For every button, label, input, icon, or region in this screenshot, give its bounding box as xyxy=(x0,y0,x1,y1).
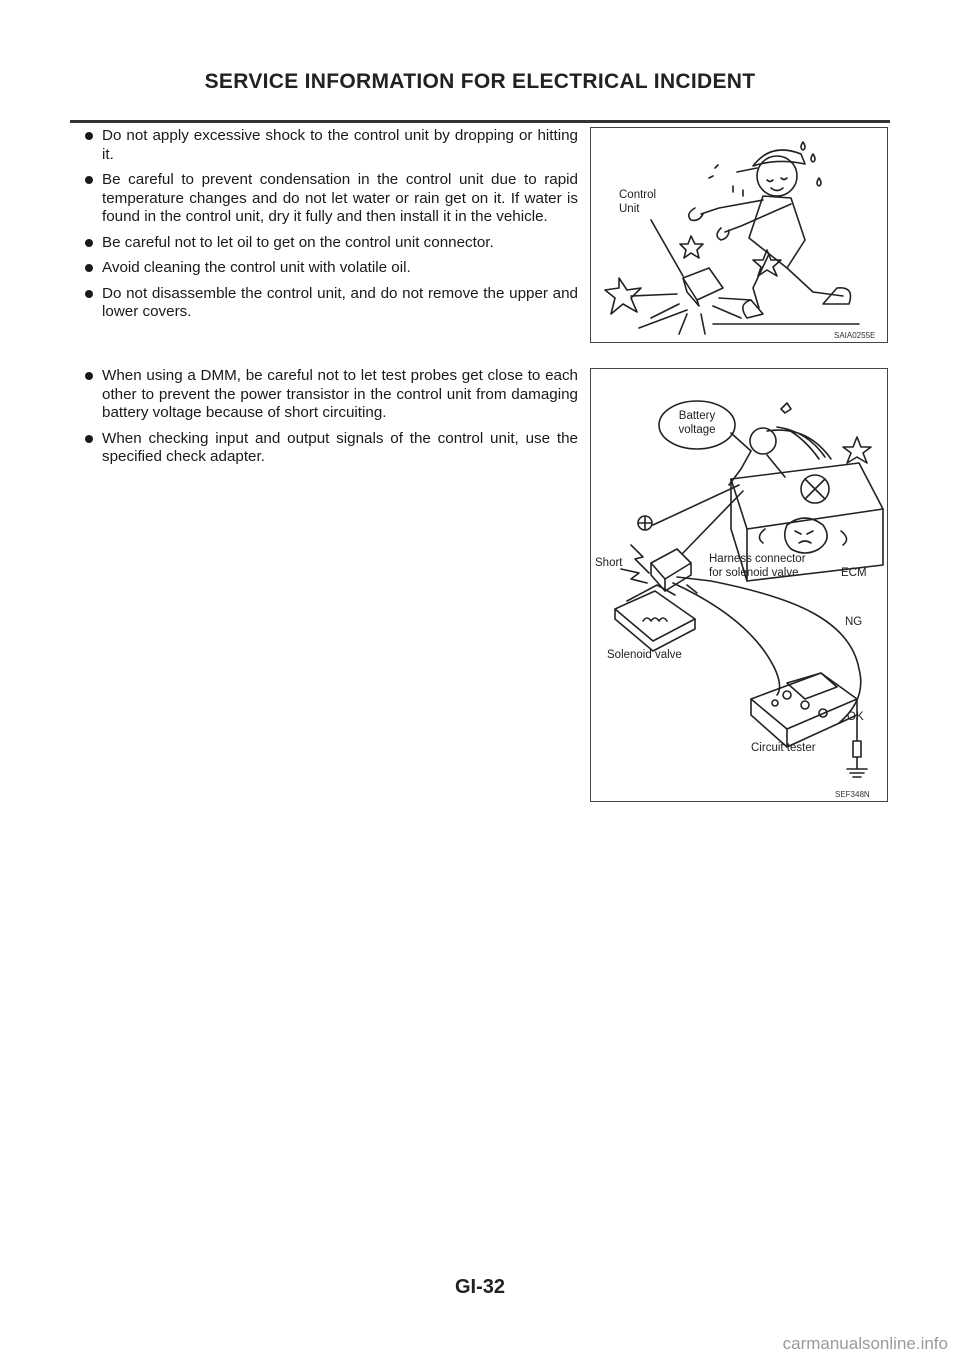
page-title: SERVICE INFORMATION FOR ELECTRICAL INCIDENT xyxy=(204,70,756,93)
page-number: GI-32 xyxy=(454,1276,506,1298)
label-circuit-tester: Circuit tester xyxy=(751,742,816,754)
label-control: Control xyxy=(619,189,657,201)
label-short: Short xyxy=(595,557,623,569)
list-item: When using a DMM, be careful not to let test probes get close to each other to prevent the power transistor in the control unit from damaging battery voltage because of short circuiting. xyxy=(82,367,578,423)
section2-list xyxy=(82,367,578,474)
list-item: Be careful not to let oil to get on the control unit connector. xyxy=(82,234,578,253)
label-ecm: ECM xyxy=(841,567,867,579)
label-battery: Battery xyxy=(678,410,716,422)
circuit-tester-illustration xyxy=(591,369,889,803)
figure-code: SEF348N xyxy=(835,790,870,799)
label-solenoid-valve: Solenoid valve xyxy=(607,649,682,661)
list-item: When checking input and output signals of the control unit, use the specified check adapter. xyxy=(82,430,578,467)
list-item: Do not disassemble the control unit, and do not remove the upper and lower covers. xyxy=(82,285,578,322)
figure-code: SAIA0255E xyxy=(834,331,876,340)
section1-list xyxy=(82,127,578,329)
label-ok: OK xyxy=(847,711,864,723)
figure-control-unit-drop xyxy=(590,127,888,343)
list-item: Be careful to prevent condensation in the control unit due to rapid temperature changes and do not let water or rain get on it. If water is found in the control unit, dry it fully and then install it in the vehicle. xyxy=(82,171,578,227)
list-item: Avoid cleaning the control unit with volatile oil. xyxy=(82,259,578,278)
header-rule xyxy=(70,120,890,123)
label-ng: NG xyxy=(845,616,863,628)
label-voltage: voltage xyxy=(678,424,716,436)
dropped-control-unit-illustration xyxy=(591,128,889,344)
label-harness-connector: Harness connector xyxy=(709,553,806,565)
watermark: carmanualsonline.info xyxy=(782,1334,948,1353)
list-item: Do not apply excessive shock to the control unit by dropping or hitting it. xyxy=(82,127,578,164)
label-unit: Unit xyxy=(619,203,640,215)
figure-circuit-tester xyxy=(590,368,888,802)
label-for-solenoid-valve: for solenoid valve xyxy=(709,567,799,579)
